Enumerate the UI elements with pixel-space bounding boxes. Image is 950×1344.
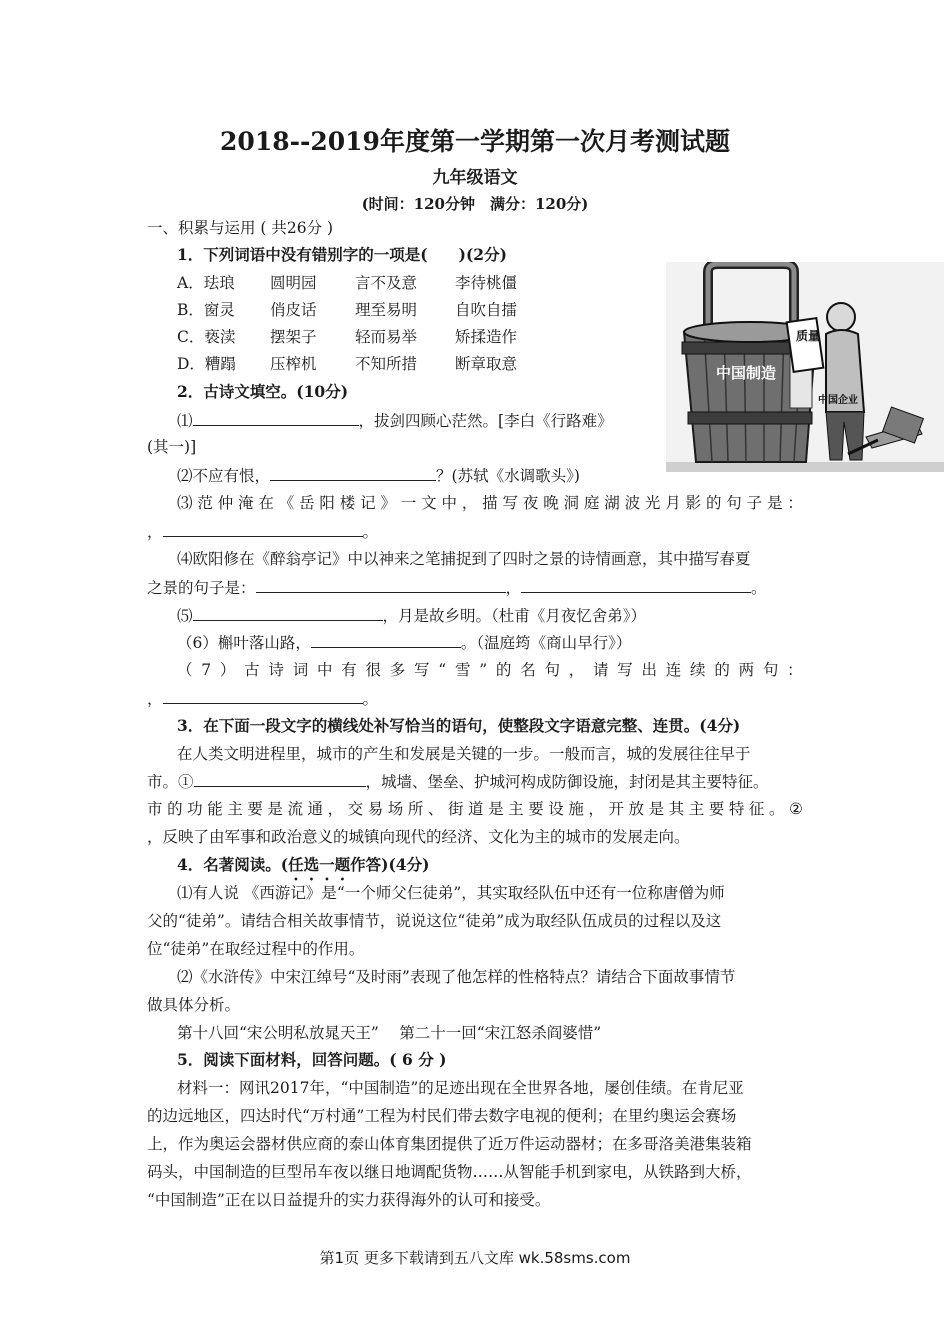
char: “ <box>438 661 447 679</box>
char: 阳 <box>319 494 335 512</box>
punct: ， <box>147 690 163 708</box>
char: 主 <box>227 800 243 818</box>
char: 、 <box>427 800 444 818</box>
option-b-2: 俏皮话 <box>270 301 317 319</box>
poem-fill-2 <box>177 465 580 486</box>
poem-fill-5 <box>177 605 646 626</box>
poem-text: 之景的句子是： <box>147 579 256 597</box>
char: 的 <box>495 661 512 679</box>
char: 要 <box>708 800 725 818</box>
question-4-stem <box>177 855 429 884</box>
char: 街 <box>447 800 464 818</box>
char: 的 <box>705 494 722 512</box>
char: 设 <box>548 800 564 818</box>
poem-text: ？(苏轼《水调歌头》) <box>436 467 580 485</box>
option-c-1: C．亵渎 <box>177 328 236 346</box>
poem-fill-3-cont <box>147 521 378 542</box>
answer-blank[interactable] <box>521 577 751 593</box>
stem-text: 4．名著阅读。( <box>177 855 289 874</box>
char: 写 <box>617 661 633 679</box>
char: 描 <box>482 494 498 512</box>
char: 开 <box>608 800 624 818</box>
option-a-1: A．珐琅 <box>177 274 235 292</box>
char: 》 <box>380 494 396 512</box>
barrel-label: 中国制造 <box>716 364 777 382</box>
item-number: ⑸ <box>177 607 193 625</box>
char: ， <box>461 494 478 512</box>
char: 洞 <box>563 494 580 512</box>
poem-fill-1-cont: (其一)] <box>147 438 197 456</box>
char: 仲 <box>217 494 234 512</box>
option-b-3: 理至易明 <box>355 301 418 319</box>
char: ： <box>787 661 803 679</box>
char: 记 <box>360 494 376 512</box>
char: 句 <box>544 661 560 679</box>
char: 放 <box>628 800 645 818</box>
q3-line-3 <box>147 799 803 819</box>
char: 影 <box>685 494 702 512</box>
char: ② <box>789 800 803 818</box>
answer-blank[interactable] <box>194 771 366 787</box>
char: 一 <box>400 494 417 512</box>
char: 淹 <box>238 494 254 512</box>
char: 楼 <box>339 494 356 512</box>
char: 文 <box>421 494 437 512</box>
char: 请 <box>592 661 609 679</box>
poem-text: （6）槲叶落山路， <box>177 634 311 652</box>
stem-text: 作答)(4分) <box>350 855 430 874</box>
char: 月 <box>665 494 681 512</box>
char: 诗 <box>268 661 284 679</box>
answer-blank[interactable] <box>193 410 359 426</box>
cartoon-illustration <box>666 262 944 472</box>
char: 易 <box>367 800 384 818</box>
question-5-stem: 5．阅读下面材料，回答问题。( 6 分 ) <box>177 1050 447 1069</box>
char: 中 <box>316 661 333 679</box>
char: 是 <box>488 800 504 818</box>
char: 《 <box>278 494 295 512</box>
material-1-line-4: 码头，中国制造的巨型吊车夜以继日地调配货物……从智能手机到家电，从铁路到大桥， <box>147 1163 752 1181</box>
q4-sub1-line-3: 位“徒弟”在取经过程中的作用。 <box>147 940 365 958</box>
char: 写 <box>502 494 519 512</box>
poem-text: ，拔剑四顾心茫然。[李白《行路难》 <box>358 412 613 430</box>
question-1-stem: 1．下列词语中没有错别字的一项是( )(2分) <box>177 245 507 264</box>
q4-sub1-line-2: 父的“徒弟”。请结合相关故事情节，说说这位“徒弟”成为取经队伍成员的过程以及这 <box>147 912 722 930</box>
char: 岳 <box>299 494 315 512</box>
q4-chapters: 第十八回“宋公明私放晁天王” 第二十一回“宋江怒杀阎婆惜” <box>177 1024 602 1042</box>
char: 是 <box>648 800 665 818</box>
char: 所 <box>407 800 424 818</box>
char: 出 <box>641 661 658 679</box>
char: 词 <box>292 661 309 679</box>
exam-meta: (时间：120分钟 满分：120分) <box>361 195 589 213</box>
char: ， <box>327 800 344 818</box>
option-c-4: 矫揉造作 <box>455 328 518 346</box>
char: 道 <box>468 800 484 818</box>
char: 其 <box>668 800 685 818</box>
poem-text: ⑵不应有恨， <box>177 467 271 485</box>
char: 晚 <box>543 494 559 512</box>
q4-sub1-line-1: ⑴有人说 《西游记》是“一个师父仨徒弟”，其实取经队伍中还有一位称唐僧为师 <box>177 884 725 902</box>
emphasis-text: 任选一题 <box>288 855 351 874</box>
poem-fill-6 <box>177 632 631 653</box>
material-1-line-2: 的边远地区，四达时代“万村通”工程为村民们带去数字电视的便利；在里约奥运会赛场 <box>147 1107 737 1125</box>
char: 在 <box>258 494 274 512</box>
material-1-line-1: 材料一：网讯2017年，“中国制造”的足迹出现在全世界各地，屡创佳绩。在肯尼亚 <box>177 1079 744 1097</box>
question-2-stem: 2．古诗文填空。(10分) <box>177 382 349 401</box>
char: 的 <box>167 800 183 818</box>
char: 是 <box>766 494 783 512</box>
option-a-2: 圆明园 <box>270 274 317 292</box>
char: 两 <box>738 661 755 679</box>
char: 庭 <box>583 494 600 512</box>
q3-line-1: 在人类文明进程里，城市的产生和发展是关键的一步。一般而言，城的发展往往早于 <box>177 745 751 763</box>
char: 范 <box>197 494 213 512</box>
char: 流 <box>287 800 303 818</box>
q3-text: 市。① <box>147 773 194 791</box>
option-a-4: 李待桃僵 <box>455 274 518 292</box>
poem-fill-7 <box>177 660 803 680</box>
char: ： <box>787 494 803 512</box>
char: ， <box>568 661 585 679</box>
char: 连 <box>665 661 682 679</box>
poem-text: 。（温庭筠《商山早行》） <box>460 634 632 652</box>
page-title: 2018--2019年度第一学期第一次月考测试题 <box>220 127 730 156</box>
char: ， <box>588 800 604 818</box>
char: 子 <box>746 494 763 512</box>
char: 特 <box>728 800 745 818</box>
char: 场 <box>387 800 404 818</box>
char: 很 <box>365 661 381 679</box>
char: 施 <box>568 800 584 818</box>
char: 要 <box>247 800 263 818</box>
sign-label: 质量 <box>796 329 821 343</box>
char: ⑶ <box>177 494 193 512</box>
punct: 。 <box>362 690 379 708</box>
poem-fill-4: ⑷欧阳修在《醉翁亭记》中以神来之笔捕捉到了四时之景的诗情画意，其中描写春夏 <box>177 550 751 568</box>
char: 7 <box>201 661 212 679</box>
question-3-stem: 3．在下面一段文字的横线处补写恰当的语句，使整段文字语意完整、连贯。(4分) <box>177 716 741 735</box>
char: 市 <box>147 800 163 818</box>
char: 写 <box>414 661 430 679</box>
answer-blank[interactable] <box>163 521 363 537</box>
char: 主 <box>508 800 524 818</box>
person-label: 中国企业 <box>818 395 858 406</box>
char: 有 <box>341 661 357 679</box>
char: 湖 <box>604 494 620 512</box>
option-b-1: B．窗灵 <box>177 301 235 319</box>
section-heading: 一、积累与运用 ( 共26分 ) <box>147 219 334 237</box>
answer-blank[interactable] <box>311 632 461 648</box>
q4-sub2-line-1: ⑵《水浒传》中宋江绰号“及时雨”表现了他怎样的性格特点？请结合下面故事情节 <box>177 968 736 986</box>
char: 主 <box>688 800 705 818</box>
answer-blank[interactable] <box>270 465 436 481</box>
answer-blank[interactable] <box>256 577 506 593</box>
punct: 。 <box>751 579 767 597</box>
char: ” <box>479 661 488 679</box>
char: 古 <box>244 661 260 679</box>
option-d-3: 不知所措 <box>355 355 418 373</box>
option-d-1: D．糟蹋 <box>177 355 236 373</box>
char: 光 <box>644 494 661 512</box>
char: 雪 <box>454 661 471 679</box>
poem-fill-1 <box>177 410 613 431</box>
char: ） <box>219 661 236 679</box>
material-1-line-5: “中国制造”正在以日益提升的实力获得海外的认可和接受。 <box>147 1191 551 1209</box>
poem-fill-3 <box>177 493 803 513</box>
page-subtitle: 九年级语文 <box>432 168 518 188</box>
option-d-2: 压榨机 <box>270 355 317 373</box>
barrel-cartoon <box>666 262 944 472</box>
char: 多 <box>389 661 406 679</box>
poem-text: ，月是故乡明。（杜甫《月夜忆舍弟》） <box>382 607 647 625</box>
char: 夜 <box>522 494 539 512</box>
punct: ， <box>147 523 163 541</box>
char: 是 <box>267 800 283 818</box>
answer-blank[interactable] <box>193 605 383 621</box>
item-number: ⑴ <box>177 412 193 430</box>
punct: 。 <box>362 523 379 541</box>
poem-fill-7-cont <box>147 688 378 709</box>
char: 句 <box>762 661 779 679</box>
char: 续 <box>690 661 706 679</box>
q3-text: ，城墙、堡垒、护城河构成防御设施，封闭是其主要特征。 <box>365 773 769 791</box>
poem-fill-4-cont <box>147 577 767 598</box>
option-c-2: 摆架子 <box>270 328 317 346</box>
char: （ <box>177 661 193 679</box>
option-d-4: 断章取意 <box>455 355 518 373</box>
option-b-4: 自吹自擂 <box>455 301 518 319</box>
char: 。 <box>768 800 785 818</box>
answer-blank[interactable] <box>163 688 363 704</box>
char: 波 <box>624 494 641 512</box>
option-c-3: 轻而易举 <box>355 328 418 346</box>
char: 句 <box>726 494 742 512</box>
page-footer: 第1页 更多下载请到五八文库 wk.58sms.com <box>319 1249 631 1267</box>
char: 名 <box>520 661 536 679</box>
option-a-3: 言不及意 <box>355 274 418 292</box>
q4-sub2-line-2: 做具体分析。 <box>147 996 241 1014</box>
q3-line-4: ，反映了由军事和政治意义的城镇向现代的经济、文化为主的城市的发展走向。 <box>147 828 690 846</box>
char: 征 <box>748 800 765 818</box>
char: 交 <box>347 800 364 818</box>
char: 的 <box>714 661 730 679</box>
char: 通 <box>307 800 324 818</box>
material-1-line-3: 上，作为奥运会器材供应商的泰山体育集团提供了近万件运动器材；在多哥洛美港集装箱 <box>147 1135 752 1153</box>
char: 要 <box>528 800 544 818</box>
char: 能 <box>207 800 223 818</box>
char: 功 <box>187 800 203 818</box>
q3-line-2 <box>147 771 769 792</box>
punct: ， <box>505 579 522 597</box>
char: 中 <box>441 494 457 512</box>
